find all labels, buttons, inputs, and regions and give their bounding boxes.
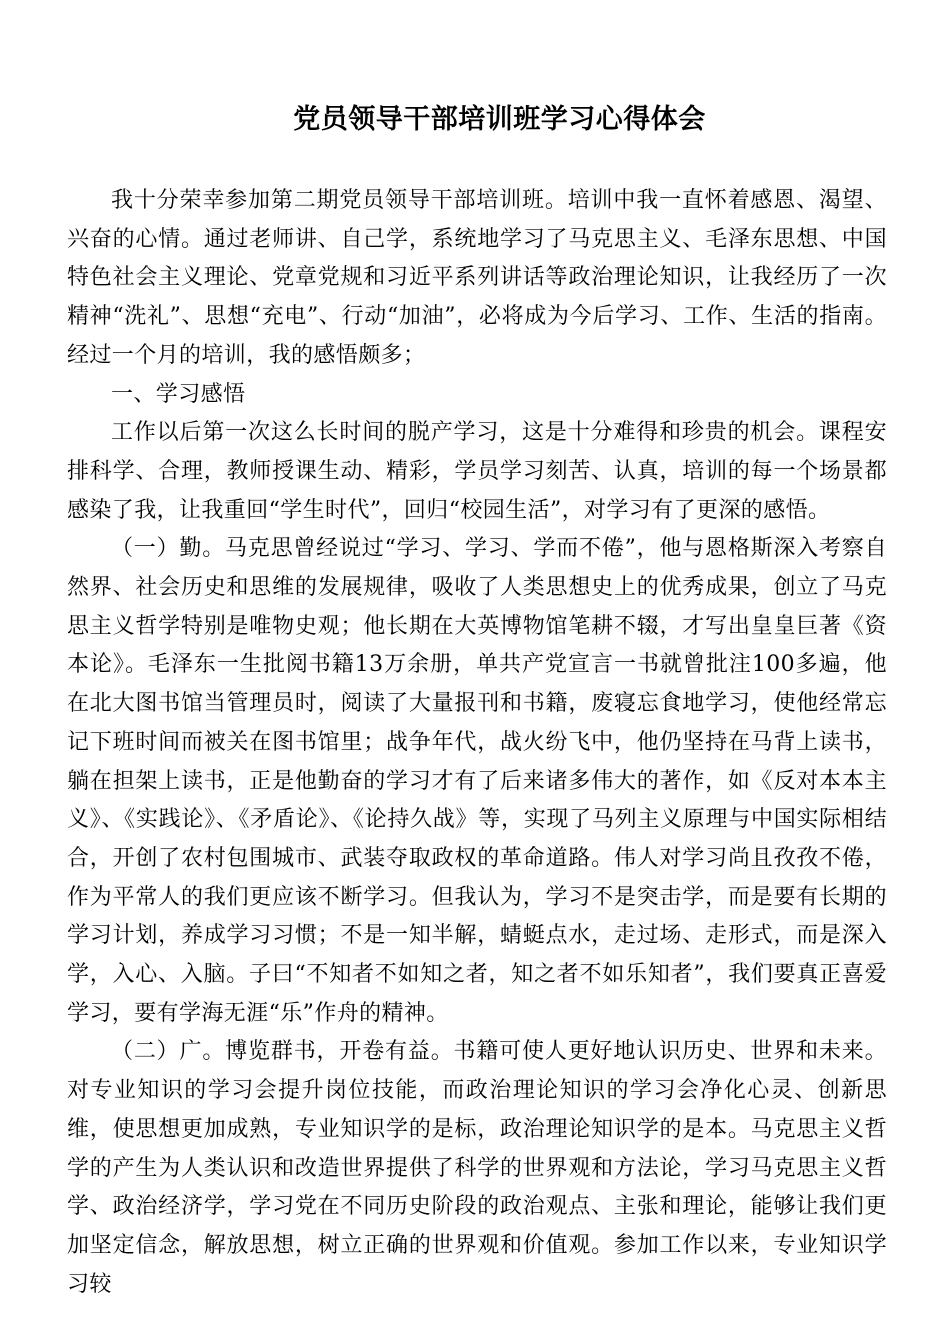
section-heading-learning-insights: 一、学习感悟 — [111, 381, 246, 407]
document-title: 党员领导干部培训班学习心得体会 — [293, 104, 706, 135]
paragraph-breadth: （二）广。博览群书，开卷有益。书籍可使人更好地认识历史、世界和未来。对专业知识的学习会提升岗位技能，而政治理论知识的学习会净化心灵、创新思维，使思想更加成熟，专业知识学的是标，政治理论知识学的是本。马克思主义哲学的产生为人类认识和改造世界提供了科学的世界观和方法论，学习马克思主义哲学、政治经济学，学习党在不同历史阶段的政治观点、主张和理论，能够让我们更加坚定信念，解放思想，树立正确的世界观和价值观。参加工作以来，专业知识学习较 — [67, 1039, 887, 1297]
document-page — [67, 0, 887, 1304]
paragraph-diligence: （一）勤。马克思曾经说过“学习、学习、学而不倦”，他与恩格斯深入考察自然界、社会历史和思维的发展规律，吸收了人类思想史上的优秀成果，创立了马克思主义哲学特别是唯物史观；他长期在大英博物馆笔耕不辍，才写出皇皇巨著《资本论》。毛泽东一生批阅书籍13万余册，单共产党宣言一书就曾批注100多遍，他在北大图书馆当管理员时，阅读了大量报刊和书籍，废寝忘食地学习，使他经常忘记下班时间而被关在图书馆里；战争年代，战火纷飞中，他仍坚持在马背上读书，躺在担架上读书，正是他勤奋的学习才有了后来诸多伟大的著作，如《反对本本主义》、《实践论》、《矛盾论》、《论持久战》等，实现了马列主义原理与中国实际相结合，开创了农村包围城市、武装夺取政权的革命道路。伟人对学习尚且孜孜不倦，作为平常人的我们更应该不断学习。但我认为，学习不是突击学，而是要有长期的学习计划，养成学习习惯；不是一知半解，蜻蜓点水，走过场、走形式，而是深入学，入心、入脑。子曰“不知者不如知之者，知之者不如乐知者”，我们要真正喜爱学习，要有学海无涯“乐”作舟的精神。 — [67, 536, 887, 1026]
paragraph-intro: 我十分荣幸参加第二期党员领导干部培训班。培训中我一直怀着感恩、渴望、兴奋的心情。通过老师讲、自己学，系统地学习了马克思主义、毛泽东思想、中国特色社会主义理论、党章党规和习近平系列讲话等政治理论知识，让我经历了一次精神“洗礼”、思想“充电”、行动“加油”，必将成为今后学习、工作、生活的指南。经过一个月的培训，我的感悟颇多； — [67, 188, 887, 368]
paragraph-learning-opportunity: 工作以后第一次这么长时间的脱产学习，这是十分难得和珍贵的机会。课程安排科学、合理，教师授课生动、精彩，学员学习刻苦、认真，培训的每一个场景都感染了我，让我重回“学生时代”，回归“校园生活”，对学习有了更深的感悟。 — [67, 420, 887, 523]
document-body — [67, 182, 887, 1304]
